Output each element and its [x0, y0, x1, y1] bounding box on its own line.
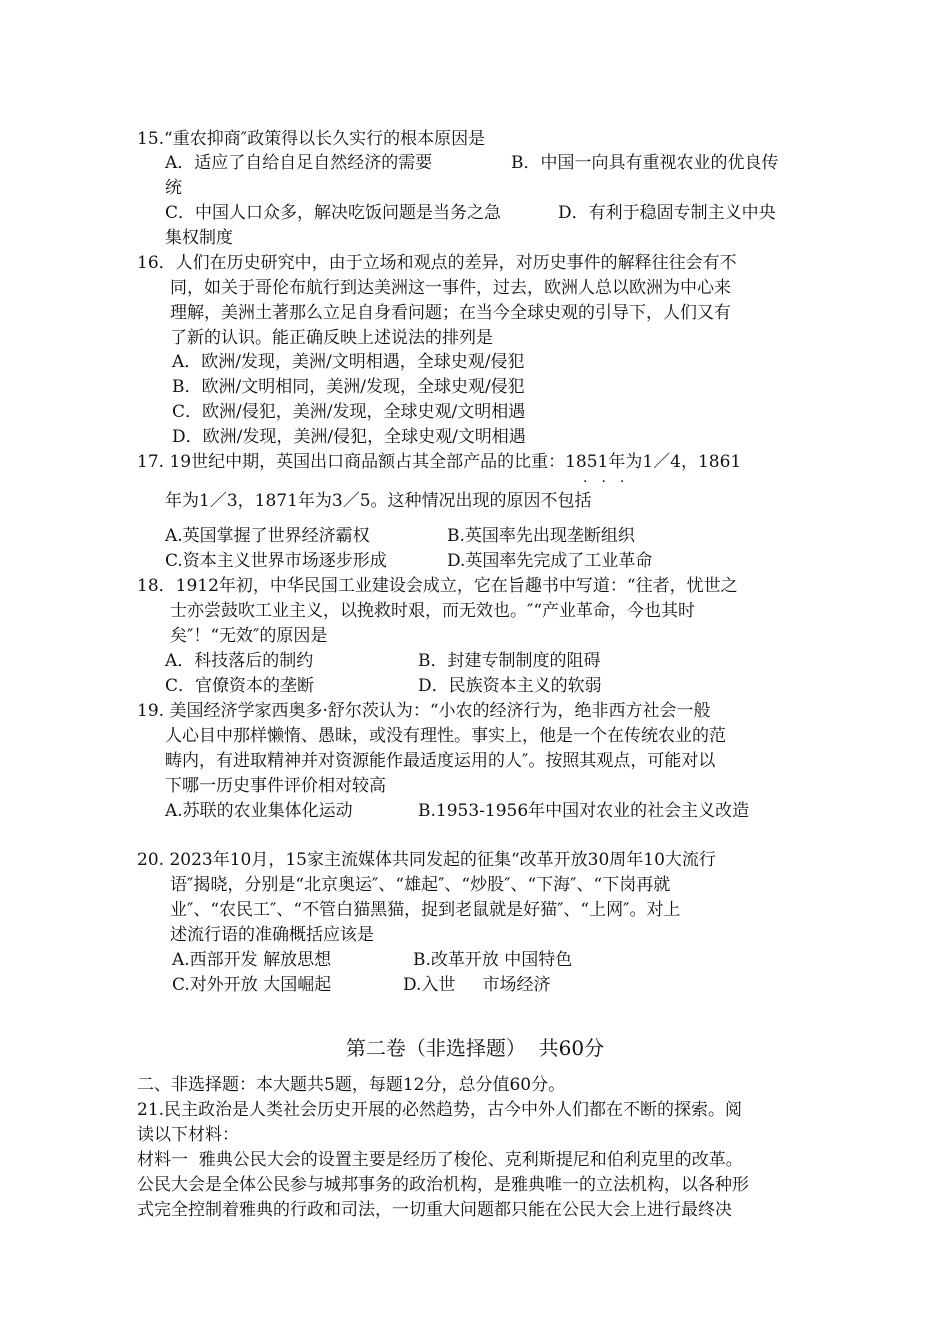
q15-option-d: D．有利于稳固专制主义中央 [558, 203, 776, 223]
q20-stem-line2: 语″揭晓，分别是“北京奥运″、“雄起″、“炒股″、“下海″、“下岗再就 [170, 875, 671, 895]
q15-stem: 15.“重农抑商″政策得以长久实行的根本原因是 [137, 129, 486, 149]
q16-option-d: D．欧洲/发现，美洲/侵犯，全球史观/文明相遇 [172, 427, 526, 447]
q17-option-c: C.资本主义世界市场逐步形成 [165, 551, 387, 571]
q19-stem-line4: 下哪一历史事件评价相对较高 [165, 776, 386, 796]
q18-option-c: C．官僚资本的垄断 [165, 676, 315, 696]
q15-option-c: C．中国人口众多，解决吃饭问题是当务之急 [165, 203, 502, 223]
q17-option-a: A.英国掌握了世界经济霸权 [165, 526, 370, 546]
q20-stem-line1: 20. 2023年10月，15家主流媒体共同发起的征集“改革开放30周年10大流行 [137, 850, 716, 870]
q16-option-c: C．欧洲/侵犯，美洲/发现，全球史观/文明相遇 [172, 402, 526, 422]
part2-heading: 第二卷（非选择题） 共60分 [345, 1036, 605, 1060]
q18-option-a: A．科技落后的制约 [165, 651, 314, 671]
q18-option-b: B．封建专制制度的阻碍 [418, 651, 601, 671]
q16-option-a: A．欧洲/发现，美洲/文明相遇，全球史观/侵犯 [172, 352, 525, 372]
emphasis-dots: ··· [583, 474, 639, 490]
q19-option-b: B.1953-1956年中国对农业的社会主义改造 [418, 801, 750, 821]
part2-intro: 二、非选择题：本大题共5题，每题12分，总分值60分。 [137, 1075, 566, 1095]
q16-stem-line4: 了新的认识。能正确反映上述说法的排列是 [170, 328, 493, 348]
q19-stem-line2: 人心目中那样懒惰、愚昧，或没有理性。事实上，他是一个在传统农业的范 [165, 726, 726, 746]
q15-option-b-cont: 统 [165, 178, 182, 198]
q16-stem-line1: 16．人们在历史研究中，由于立场和观点的差异，对历史事件的解释往往会有不 [137, 253, 737, 273]
q15-option-b: B．中国一向具有重视农业的优良传 [511, 153, 779, 173]
q20-option-c: C.对外开放 大国崛起 [172, 975, 332, 995]
q21-material-line3: 式完全控制着雅典的行政和司法，一切重大问题都只能在公民大会上进行最终决 [137, 1200, 732, 1220]
q20-stem-line4: 述流行语的准确概括应该是 [170, 925, 374, 945]
q20-option-a: A.西部开发 解放思想 [172, 950, 332, 970]
q21-material-line2: 公民大会是全体公民参与城邦事务的政治机构，是雅典唯一的立法机构，以各种形 [137, 1175, 749, 1195]
q19-stem-line1: 19. 美国经济学家西奥多·舒尔茨认为：“小农的经济行为，绝非西方社会一般 [137, 701, 711, 721]
q17-stem-line1: 17. 19世纪中期，英国出口商品额占其全部产品的比重：1851年为1／4，1861 [137, 452, 742, 472]
q18-stem-line3: 矣″！“无效″的原因是 [170, 626, 328, 646]
q15-option-d-cont: 集权制度 [165, 228, 233, 248]
q16-stem-line3: 理解，美洲土著那么立足自身看问题；在当今全球史观的引导下，人们又有 [170, 303, 731, 323]
q20-option-b: B.改革开放 中国特色 [413, 950, 573, 970]
q21-material-line1: 材料一 雅典公民大会的设置主要是经历了梭伦、克利斯提尼和伯利克里的改革。 [137, 1150, 743, 1170]
q16-option-b: B．欧洲/文明相同，美洲/发现，全球史观/侵犯 [172, 377, 525, 397]
q21-stem-line1: 21.民主政治是人类社会历史开展的必然趋势，古今中外人们都在不断的探索。阅 [137, 1100, 743, 1120]
q15-option-a: A．适应了自给自足自然经济的需要 [165, 153, 433, 173]
q18-stem-line1: 18．1912年初，中华民国工业建设会成立，它在旨趣书中写道：“往者，忧世之 [137, 576, 738, 596]
q17-option-d: D.英国率先完成了工业革命 [447, 551, 653, 571]
q19-stem-line3: 畴内，有进取精神并对资源能作最适度运用的人″。按照其观点，可能对以 [165, 751, 716, 771]
q19-option-a: A.苏联的农业集体化运动 [165, 801, 353, 821]
q16-stem-line2: 同，如关于哥伦布航行到达美洲这一事件，过去，欧洲人总以欧洲为中心来 [170, 278, 731, 298]
q18-stem-line2: 士亦尝鼓吹工业主义，以挽救时艰，而无效也。″“产业革命，今也其时 [170, 601, 696, 621]
q17-option-b: B.英国率先出现垄断组织 [447, 526, 635, 546]
q18-option-d: D．民族资本主义的软弱 [418, 676, 602, 696]
q20-option-d: D.入世 市场经济 [403, 975, 551, 995]
q20-stem-line3: 业″、“农民工″、“不管白猫黑猫，捉到老鼠就是好猫″、“上网″。对上 [170, 900, 681, 920]
q17-stem-line2: 年为1／3，1871年为3／5。这种情况出现的原因不包括 [165, 491, 592, 511]
q21-stem-line2: 读以下材料： [137, 1125, 239, 1145]
